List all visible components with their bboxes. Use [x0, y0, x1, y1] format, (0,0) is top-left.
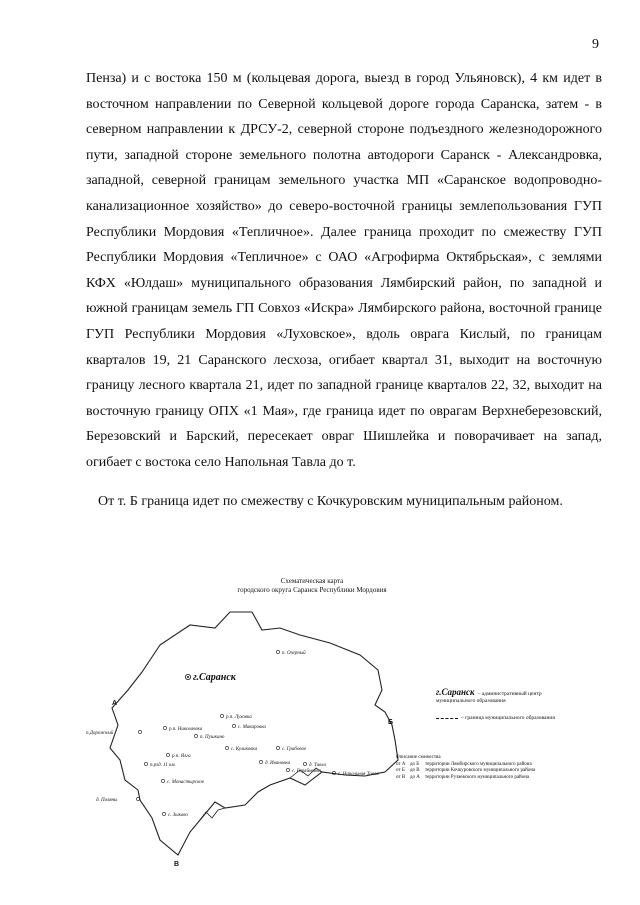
settlement-napolnaya-tavla: с. Напольная Тавла [338, 772, 379, 777]
adjacency-from: от А [396, 762, 406, 768]
settlement-marker-icon [163, 726, 166, 729]
settlement-marker-icon [232, 724, 235, 727]
settlement-tavla: д. Тавла [309, 763, 327, 768]
page-number: 9 [592, 37, 599, 52]
map-legend [436, 689, 566, 722]
settlement-marker-icon [162, 812, 165, 815]
legend-capital-label: г.Саранск [436, 687, 475, 697]
settlement-yalga: р.п. Ялга [172, 754, 191, 759]
settlement-pushkino: п. Пушкино [200, 735, 225, 740]
point-b: Б [388, 719, 394, 726]
settlement-marker-icon [303, 762, 306, 765]
settlement-grabovo: с. Грабовое [282, 747, 307, 752]
settlement-dorozhny: п.Дорожный [86, 731, 114, 736]
legend-capital-desc: – административный центр муниципального образования [436, 691, 542, 704]
adjacency-desc: территории Лямбирского муниципального района [425, 762, 532, 768]
settlement-roz11: п.рзд. 11 км. [150, 763, 176, 768]
settlement-marker-icon [276, 650, 279, 653]
adjacency-heading: Описание смежества [396, 755, 441, 760]
settlement-monastyrskoe: с. Монастырское [167, 780, 205, 785]
settlement-marker-icon [144, 762, 147, 765]
settlement-gorjainovka: с. Горяйновка [292, 769, 321, 774]
settlement-marker-icon [259, 760, 262, 763]
boundary-jagged-west [200, 808, 225, 820]
legend-capital-row [436, 689, 566, 705]
settlement-marker-icon [220, 714, 223, 717]
settlement-marker-icon [194, 734, 197, 737]
legend-boundary-row [436, 715, 566, 722]
settlement-marker-icon [286, 768, 289, 771]
adjacency-from: от Б [396, 768, 405, 774]
paragraph-2-text: От т. Б граница идет по смежеству с Кочкуровским муниципальным районом. [98, 493, 563, 509]
legend-boundary-desc: – граница муниципального образования [461, 715, 555, 721]
settlement-marker-icon [161, 779, 164, 782]
map-title-line2: городского округа Саранск Республики Мордовия [237, 586, 387, 594]
adjacency-row [396, 775, 576, 781]
settlement-makarovka: с. Макаровка [238, 725, 266, 730]
capital-label: г.Саранск [193, 672, 236, 683]
point-a: А [112, 700, 118, 707]
adjacency-to: до Б [410, 762, 420, 768]
adjacency-desc: территории Кочкуровского муниципального района [425, 768, 536, 774]
settlement-marker-icon [225, 746, 228, 749]
settlement-ozerny: п. Озерный [282, 651, 306, 656]
settlement-kulikovka: с. Куликовка [231, 747, 258, 752]
settlement-marker-icon [138, 730, 141, 733]
settlement-marker-icon [166, 753, 169, 756]
adjacency-to: до А [410, 774, 420, 780]
adjacency-desc: территории Рузаевского муниципального района [425, 774, 530, 780]
map-title-line1: Схематическая карта [280, 577, 344, 585]
paragraph-1: Пенза) и с востока 150 м (кольцевая дорога, выезд в город Ульяновск), 4 км идет в восточном направлении по Северной кольцевой дороге города Саранска, затем - в северном направлении к ДРСУ-2, северной стороне подъездного железнодорожного пути, западной стороне земельного полотна автодороги Саранск - Александровка, западной, северной границам земельного участка МП «Саранское водопроводно-канализационное хозяйство» до северо-восточной границы землепользования ГУП Республики Мордовия «Тепличное». Далее граница проходит по смежеству ГУП Республики Мордовия «Тепличное» с ОАО «Агрофирма Октябрьская», с землями КФХ «Юлдаш» муниципального образования Лямбирский район, по западной и южной границам земель ГП Совхоз «Искра» Лямбирского района, восточной границе ГУП Республики Мордовия «Луховское», вдоль оврага Кислый, по границам кварталов 19, 21 Саранского лесхоза, огибает квартал 31, выходит на восточную границу лесного квартала 21, идет по западной границе кварталов 22, 32, выходит на восточную границу ОПХ «1 Мая», где граница идет по оврагам Верхнеберезовский, Березовский и Барский, пересекает овраг Шишлейка и поворачивает на запад, огибает с востока село Напольная Тавла до т. [86, 71, 602, 470]
adjacency-to: до В [410, 768, 420, 774]
settlement-marker-icon [276, 746, 279, 749]
settlement-lukhovka: р.п. Луховка [226, 715, 252, 720]
boundary-outline [110, 612, 398, 855]
settlement-ivanovka: д. Ивановка [265, 761, 291, 766]
settlement-polyany: д. Поляны [96, 798, 118, 803]
adjacency-from: от В [396, 774, 406, 780]
settlement-marker-icon [136, 797, 139, 800]
adjacency-description [396, 755, 576, 781]
boundary-line-icon [436, 718, 458, 719]
capital-marker-dot-icon [187, 676, 189, 678]
settlement-zykovo: с. Зыково [168, 813, 188, 818]
point-v: В [174, 861, 180, 868]
settlement-nikolaevka: р.п. Николаевка [169, 727, 203, 732]
